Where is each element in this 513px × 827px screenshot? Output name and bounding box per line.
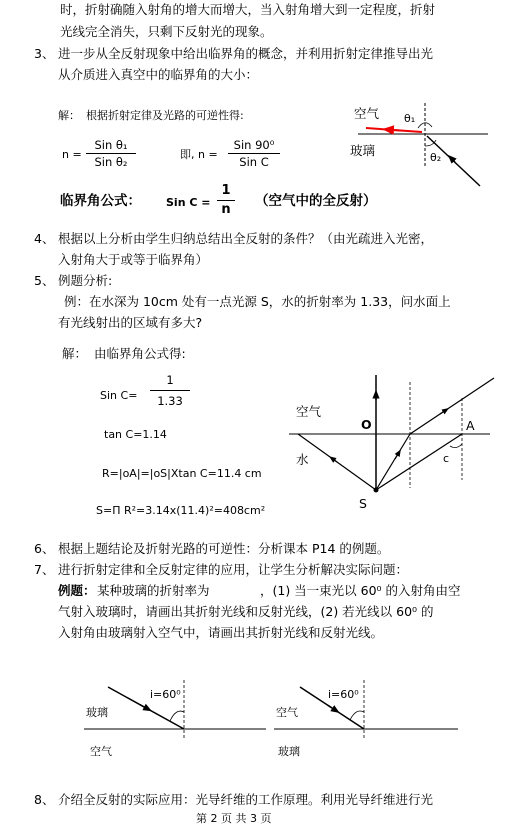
fraction-denominator: Sin θ₂ <box>94 155 128 169</box>
fraction-numerator: 1 <box>166 373 174 387</box>
reflected-arrow <box>332 458 337 462</box>
diagram-label-water: 水 <box>296 452 309 467</box>
text-line: 例：在水深为 10cm 处有一点光源 S，水的折射率为 1.33，问水面上 <box>64 294 451 309</box>
sinc-equals: Sin C= <box>100 389 138 402</box>
text-line: 入射角由玻璃射入空气中，请画出其折射光线和反射光线。 <box>58 625 384 640</box>
angle-arc <box>170 711 184 721</box>
solution-text: 由临界角公式得: <box>94 346 186 361</box>
example-label: 例题： <box>58 583 96 598</box>
diagram-label-glass: 玻璃 <box>350 143 376 158</box>
diagram-label-air: 空气 <box>354 106 380 121</box>
point-source <box>374 488 379 493</box>
item-number: 3、 <box>34 46 55 61</box>
text-line: 例题分析: <box>58 273 113 288</box>
point-o-label: O <box>361 417 372 432</box>
text-line: 介绍全反射的实际应用：光导纤维的工作原理。利用光导纤维进行光 <box>58 792 434 807</box>
incident-arrow <box>328 705 336 710</box>
fig-left-top-label: 玻璃 <box>86 706 108 719</box>
point-s-label: S <box>359 496 367 511</box>
fraction-numerator: 1 <box>221 183 231 198</box>
theta2-label: θ₂ <box>430 151 442 164</box>
point-a-label: A <box>466 418 475 433</box>
item-number: 5、 <box>34 273 55 288</box>
text-line: 进一步从全反射现象中给出临界角的概念，并利用折射定律推导出光 <box>58 46 434 61</box>
fig-right-bottom-label: 玻璃 <box>278 745 300 758</box>
radius-line: R=|oA|=|oS|Xtan C=11.4 cm <box>102 467 262 480</box>
fraction-denominator: 1.33 <box>157 394 183 408</box>
item-number: 7、 <box>34 562 55 577</box>
angle-label-left: i=60⁰ <box>150 688 181 701</box>
item-number: 4、 <box>34 231 55 246</box>
theta1-label: θ₁ <box>404 112 416 125</box>
incident-arrow <box>395 452 399 459</box>
figure-glass-to-air <box>84 680 266 740</box>
critical-formula-note: （空气中的全反射） <box>255 193 377 209</box>
angle-arc <box>450 444 462 448</box>
text-line: 入射角大于或等于临界角） <box>58 252 209 267</box>
diagram-point-source <box>289 375 494 493</box>
angle-c-label: c <box>443 452 450 465</box>
text-line: 时，折射确随入射角的增大而增大，当入射角增大到一定程度，折射 <box>60 2 436 17</box>
fraction-denominator: Sin C <box>239 155 269 169</box>
sinc-equals: Sin C = <box>166 196 211 209</box>
refracted-arrow <box>440 410 446 414</box>
incident-arrow <box>140 705 148 709</box>
angle-arc <box>425 140 436 146</box>
critical-ray <box>376 434 462 490</box>
fig-right-top-label: 空气 <box>276 706 298 719</box>
text-line: 根据上题结论及折射光路的可逆性：分析课本 P14 的例题。 <box>58 541 390 556</box>
fraction-denominator: n <box>221 202 231 217</box>
figure-air-to-glass <box>274 680 458 740</box>
fraction-numerator: Sin 90⁰ <box>233 138 275 152</box>
text-line: 某种玻璃的折射率为 <box>97 583 210 598</box>
derivation-text: 根据折射定律及光路的可逆性得: <box>86 109 244 122</box>
area-line: S=Π R²=3.14x(11.4)²=408cm² <box>96 504 266 517</box>
diagram-label-air: 空气 <box>296 404 322 419</box>
solution-label: 解： <box>58 109 80 122</box>
text-line: 根据以上分析由学生归纳总结出全反射的条件？（由光疏进入光密， <box>58 231 434 246</box>
text-line: 进行折射定律和全反射定律的应用，让学生分析解决实际问题： <box>58 562 409 577</box>
tan-c-line: tan C=1.14 <box>104 428 167 441</box>
incident-ray <box>376 434 410 490</box>
refracted-arrow <box>388 130 402 131</box>
fig-left-bottom-label: 空气 <box>90 745 112 758</box>
solution-label: 解： <box>62 346 88 361</box>
text-line: ，(1) 当一束光以 60⁰ 的入射角由空 <box>260 583 461 598</box>
diagram-critical-angle <box>358 103 488 186</box>
text-line: 从介质进入真空中的临界角的大小： <box>58 67 259 82</box>
text-line: 气射入玻璃时，请画出其折射光线和反射光线，(2) 若光线以 60⁰ 的 <box>58 604 434 619</box>
page-footer: 第 2 页 共 3 页 <box>196 812 272 825</box>
angle-arc <box>350 711 364 720</box>
item-number: 6、 <box>34 541 55 556</box>
text-line: 有光线射出的区域有多大? <box>58 315 203 330</box>
n-equals: n = <box>62 148 82 161</box>
ji-n-equals: 即, n = <box>180 148 218 161</box>
critical-formula-label: 临界角公式： <box>60 193 141 209</box>
angle-label-right: i=60⁰ <box>328 688 359 701</box>
text-line: 光线完全消失，只剩下反射光的现象。 <box>60 24 273 39</box>
refracted-ray <box>410 378 494 434</box>
item-number: 8、 <box>34 792 55 807</box>
fraction-numerator: Sin θ₁ <box>94 138 128 152</box>
